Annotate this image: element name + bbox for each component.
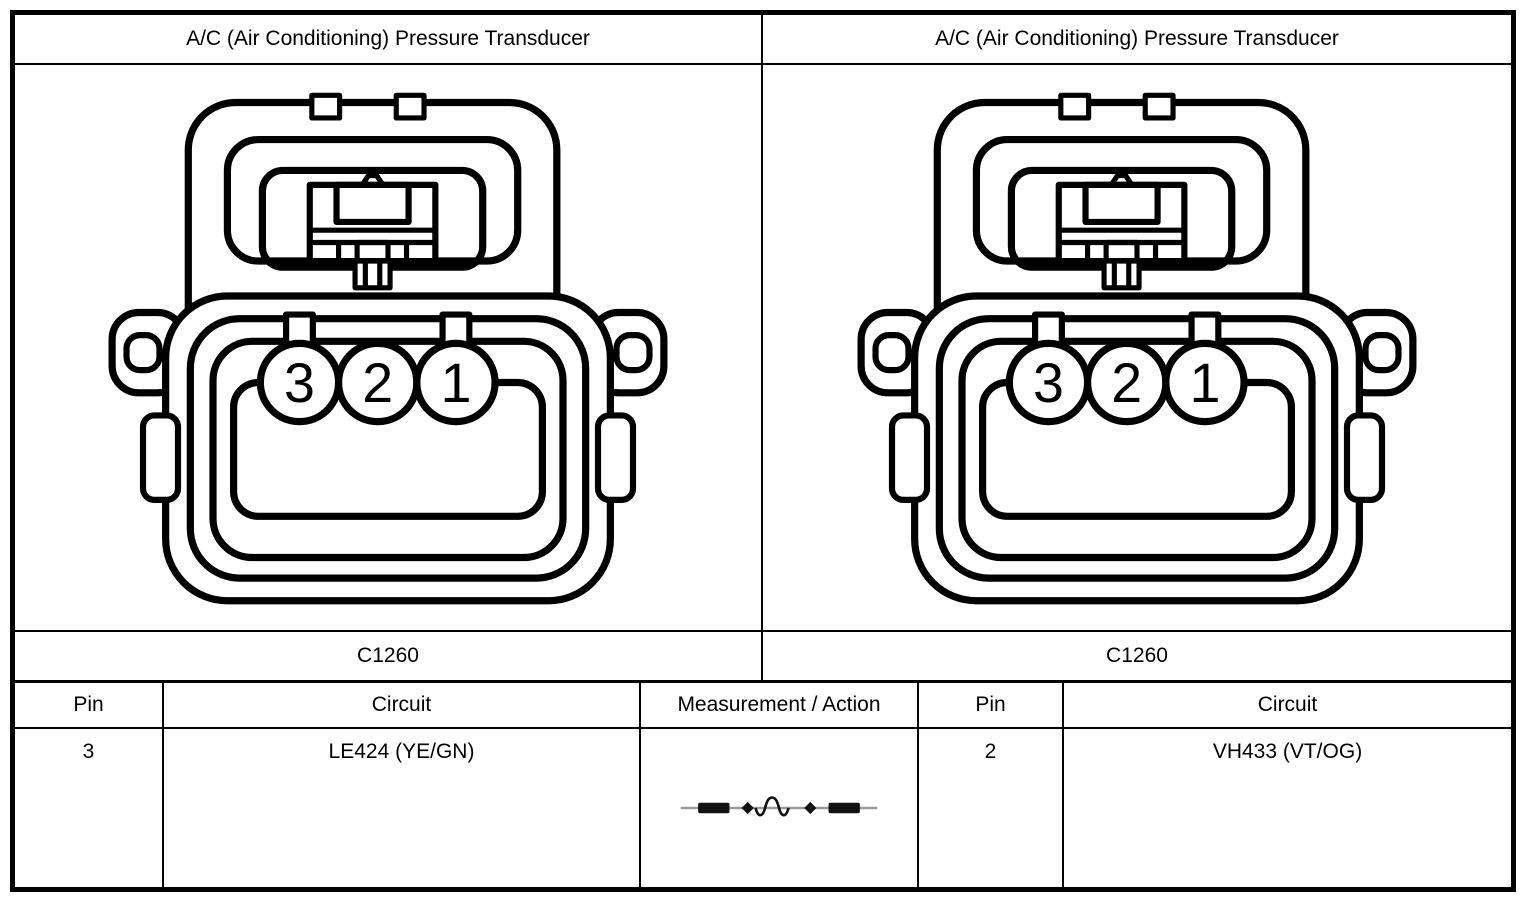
pin-number: 2 bbox=[362, 352, 394, 415]
panel-title-right bbox=[763, 15, 1511, 63]
pinout-sheet bbox=[10, 10, 1516, 892]
cell-circuit-right: VH433 (VT/OG) bbox=[1212, 740, 1363, 763]
table-header-row bbox=[15, 683, 1511, 729]
title-row bbox=[15, 15, 1511, 65]
cell-pin-right: 2 bbox=[919, 729, 1064, 887]
pin-number: 3 bbox=[284, 352, 315, 415]
panel-title-right-text: A/C (Air Conditioning) Pressure Transducer bbox=[935, 27, 1339, 50]
connector-label-right bbox=[763, 632, 1511, 680]
connector-label-right-text: C1260 bbox=[1106, 644, 1168, 667]
pin-number: 1 bbox=[440, 352, 472, 415]
panel-title-left bbox=[15, 15, 763, 63]
connector-face-diagram bbox=[108, 90, 668, 605]
pin-number: 1 bbox=[1189, 352, 1221, 415]
header-circuit-left: Circuit bbox=[164, 683, 641, 727]
pin-number: 2 bbox=[1111, 352, 1143, 415]
header-pin-right: Pin bbox=[919, 683, 1064, 727]
header-circuit-right: Circuit bbox=[1257, 693, 1318, 716]
pin-number: 3 bbox=[1033, 352, 1064, 415]
header-measurement-action: Measurement / Action bbox=[641, 683, 919, 727]
connector-label-left bbox=[15, 632, 763, 680]
connector-label-left-text: C1260 bbox=[357, 644, 419, 667]
connector-face-diagram bbox=[857, 90, 1417, 605]
connector-panel-left bbox=[15, 65, 763, 630]
table-data-row bbox=[15, 729, 1511, 887]
cell-measurement bbox=[641, 729, 919, 887]
connector-label-row bbox=[15, 632, 1511, 683]
cell-circuit-left: LE424 (YE/GN) bbox=[164, 729, 641, 887]
connector-panel-right bbox=[763, 65, 1511, 630]
panel-title-left-text: A/C (Air Conditioning) Pressure Transducer bbox=[186, 27, 590, 50]
wire-continuity-icon bbox=[679, 786, 879, 830]
cell-pin-left: 3 bbox=[15, 729, 164, 887]
diagram-row bbox=[15, 65, 1511, 632]
header-pin-left: Pin bbox=[15, 683, 164, 727]
